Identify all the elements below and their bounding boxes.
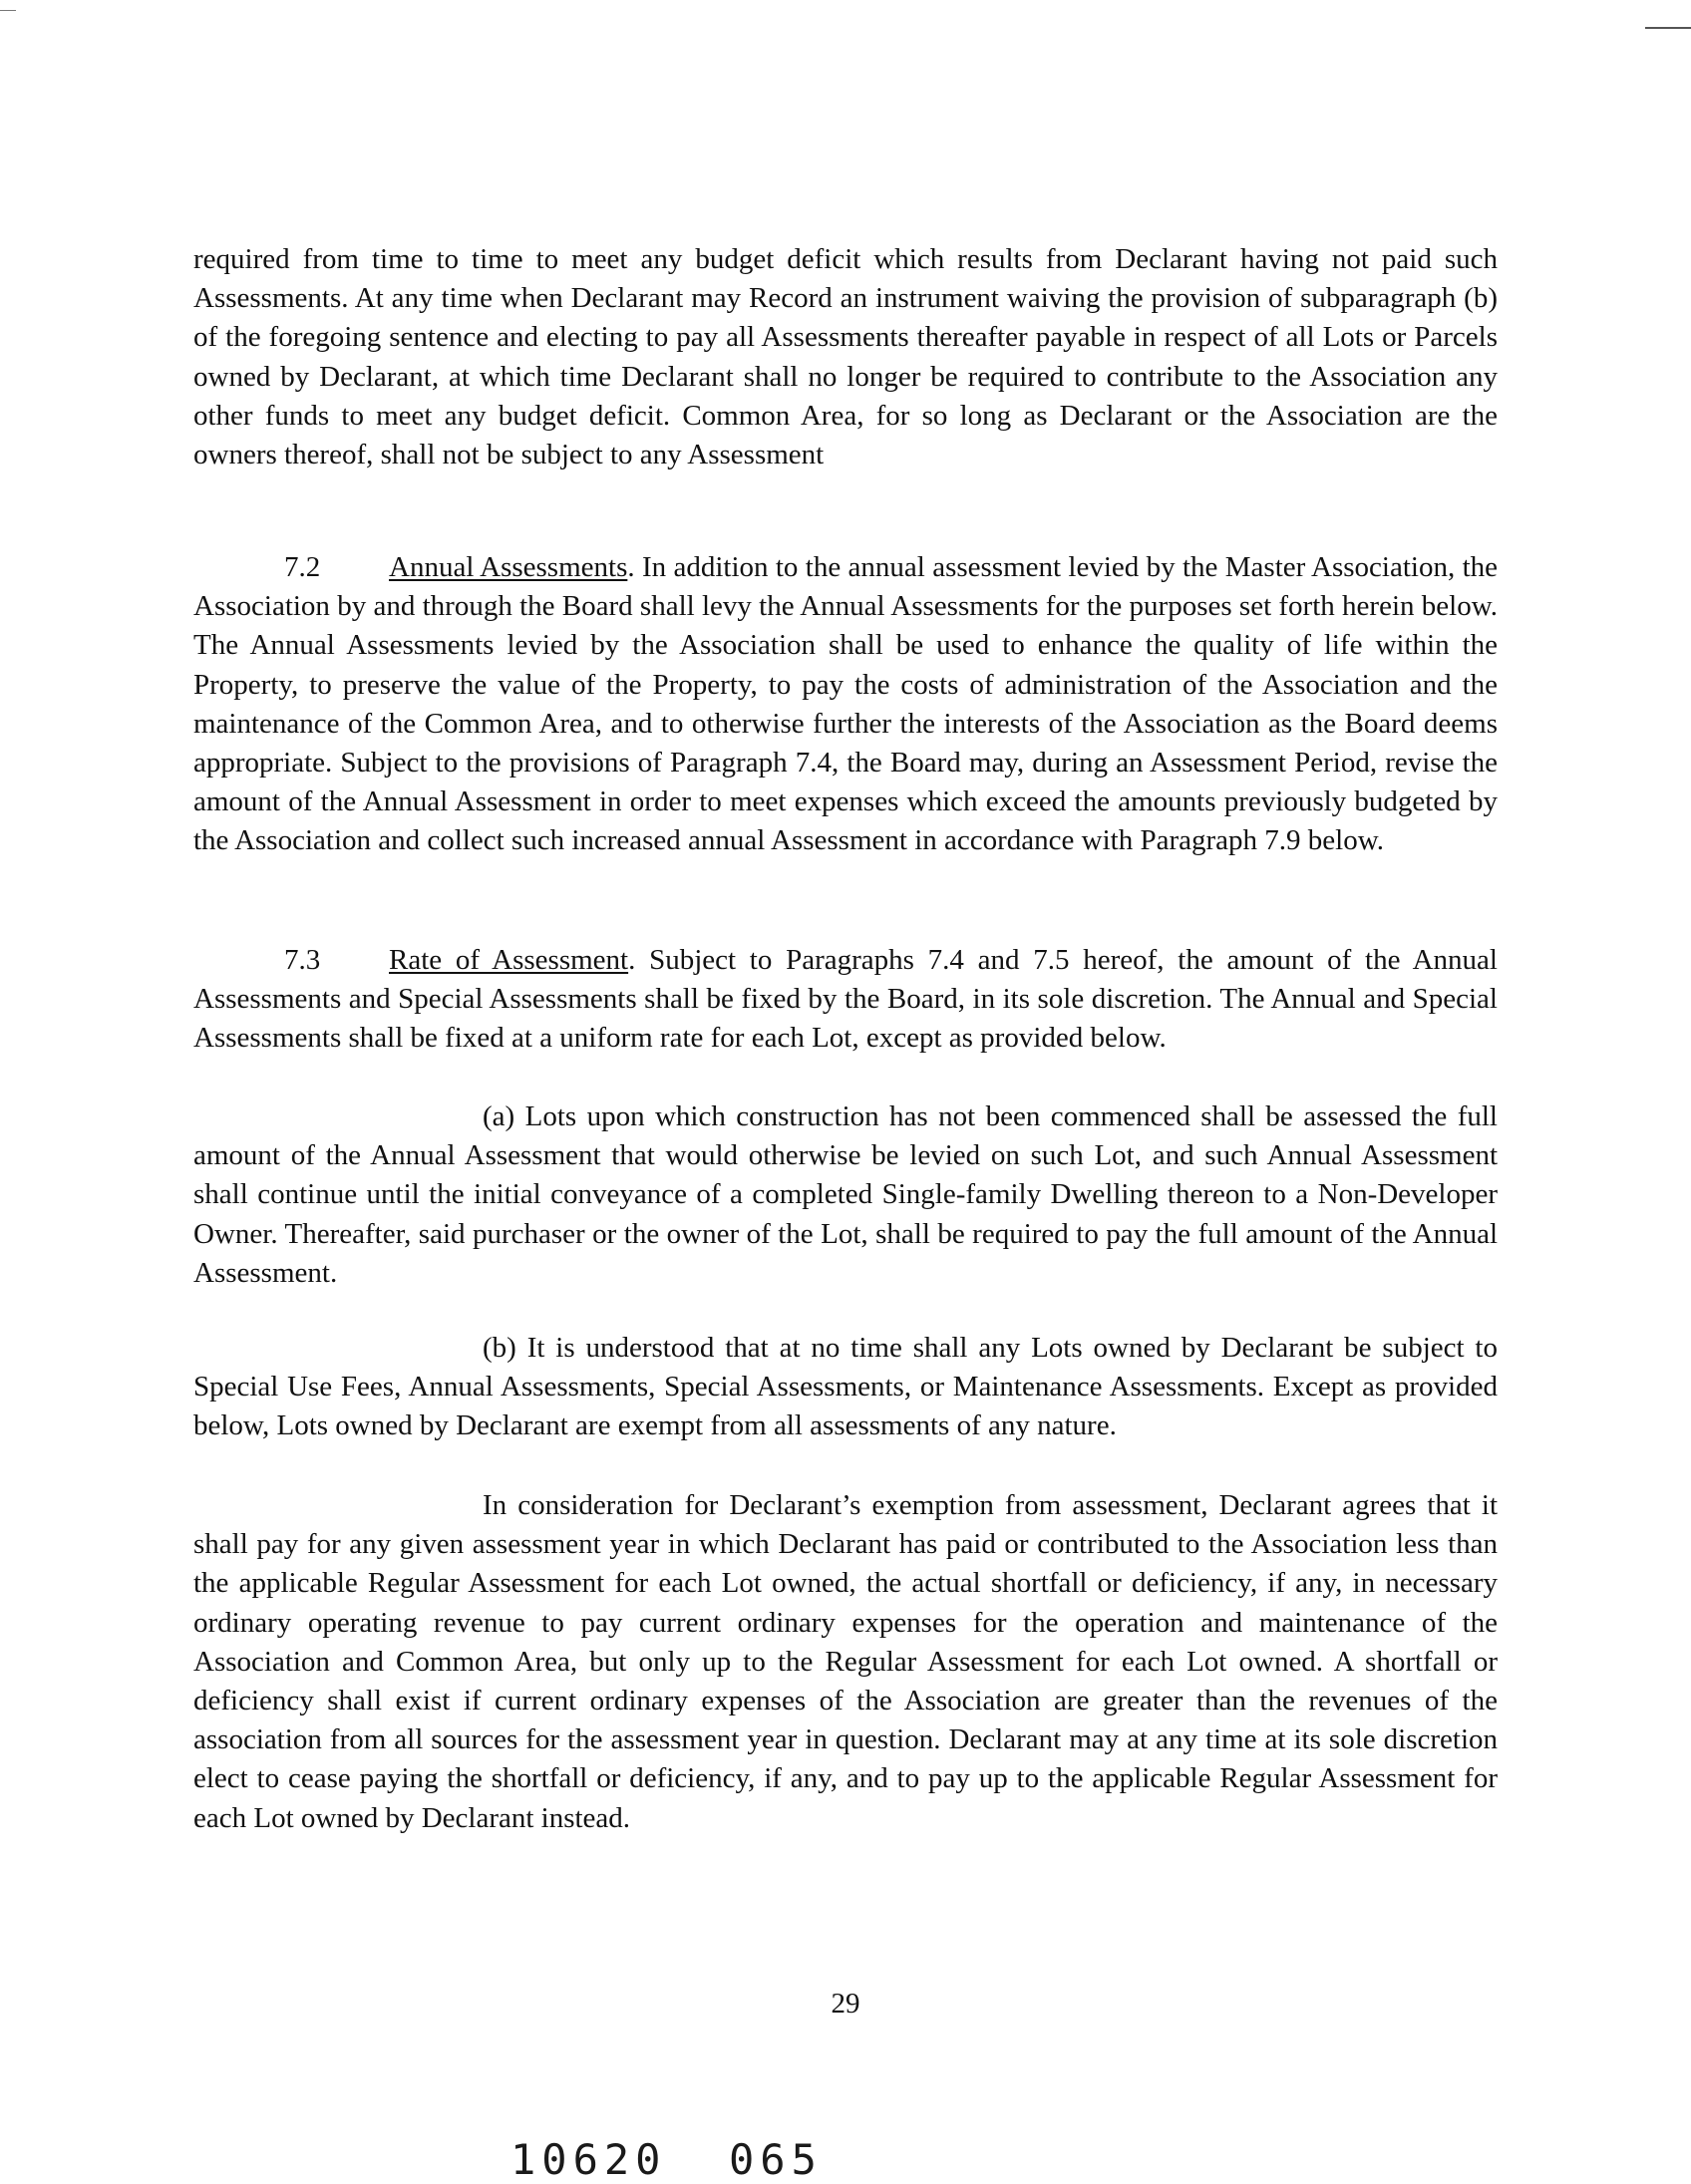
recording-book-page-number: 10620 065: [510, 2135, 823, 2184]
paragraph-consideration: [193, 1486, 1498, 1838]
paragraph-text: In consideration for Declarant’s exemption from assessment, Declarant agrees that it shall pay for any given assessment year in which Declarant has paid or contributed to the Association less than the applicable Regular Assessment for each Lot owned, the actual shortfall or deficiency, if any, in necessary ordinary operating revenue to pay current ordinary expenses for the operation and maintenance of the Association and Common Area, but only up to the Regular Assessment for each Lot owned. A shortfall or deficiency shall exist if current ordinary expenses of the Association are greater than the revenues of the association from all sources for the assessment year in question. Declarant may at any time at its sole discretion elect to cease paying the shortfall or deficiency, if any, and to pay up to the applicable Regular Assessment for each Lot owned by Declarant instead.: [193, 1489, 1498, 1834]
subparagraph-a: [193, 1097, 1498, 1293]
section-number: 7.2: [284, 551, 321, 583]
section-number: 7.3: [284, 944, 321, 976]
subparagraph-text: (b) It is understood that at no time shall any Lots owned by Declarant be subject to Special Use Fees, Annual Assessments, Special Assessments, or Maintenance Assessments. Except as provided below, Lots owned by Declarant are exempt from all assessments of any nature.: [193, 1332, 1498, 1442]
scan-edge-mark: [1645, 27, 1691, 29]
section-heading: Rate of Assessment: [389, 944, 629, 976]
paragraph-text: required from time to time to meet any budget deficit which results from Declarant having not paid such Assessments. At any time when Declarant may Record an instrument waiving the provision of subparagraph (b) of the foregoing sentence and electing to pay all Assessments thereafter payable in respect of all Lots or Parcels owned by Declarant, at which time Declarant shall no longer be required to contribute to the Association any other funds to meet any budget deficit. Common Area, for so long as Declarant or the Association are the owners thereof, shall not be subject to any Assessment: [193, 243, 1498, 471]
subparagraph-b: [193, 1329, 1498, 1446]
section-7-2: [193, 548, 1498, 861]
section-heading: Annual Assessments: [389, 551, 628, 583]
scan-edge-mark: [0, 10, 16, 11]
page-number: 29: [831, 1988, 860, 2020]
section-body: . In addition to the annual assessment levied by the Master Association, the Association by and through the Board shall levy the Annual Assessments for the purposes set forth herein below. The Annual Assessments levied by the Association shall be used to enhance the quality of life within the Property, to preserve the value of the Property, to pay the costs of administration of the Association and the maintenance of the Common Area, and to otherwise further the interests of the Association as the Board deems appropriate. Subject to the provisions of Paragraph 7.4, the Board may, during an Assessment Period, revise the amount of the Annual Assessment in order to meet expenses which exceed the amounts previously budgeted by the Association and collect such increased annual Assessment in accordance with Paragraph 7.9 below.: [193, 551, 1499, 857]
paragraph-continuation: [193, 240, 1498, 474]
section-7-3: [193, 941, 1498, 1059]
section-body: . Subject to Paragraphs 7.4 and 7.5 hereof, the amount of the Annual Assessments and Special Assessments shall be fixed by the Board, in its sole discretion. The Annual and Special Assessments shall be fixed at a uniform rate for each Lot, except as provided below.: [193, 944, 1498, 1055]
subparagraph-text: (a) Lots upon which construction has not been commenced shall be assessed the full amount of the Annual Assessment that would otherwise be levied on such Lot, and such Annual Assessment shall continue until the initial conveyance of a completed Single-family Dwelling thereon to a Non-Developer Owner. Thereafter, said purchaser or the owner of the Lot, shall be required to pay the full amount of the Annual Assessment.: [193, 1100, 1498, 1289]
